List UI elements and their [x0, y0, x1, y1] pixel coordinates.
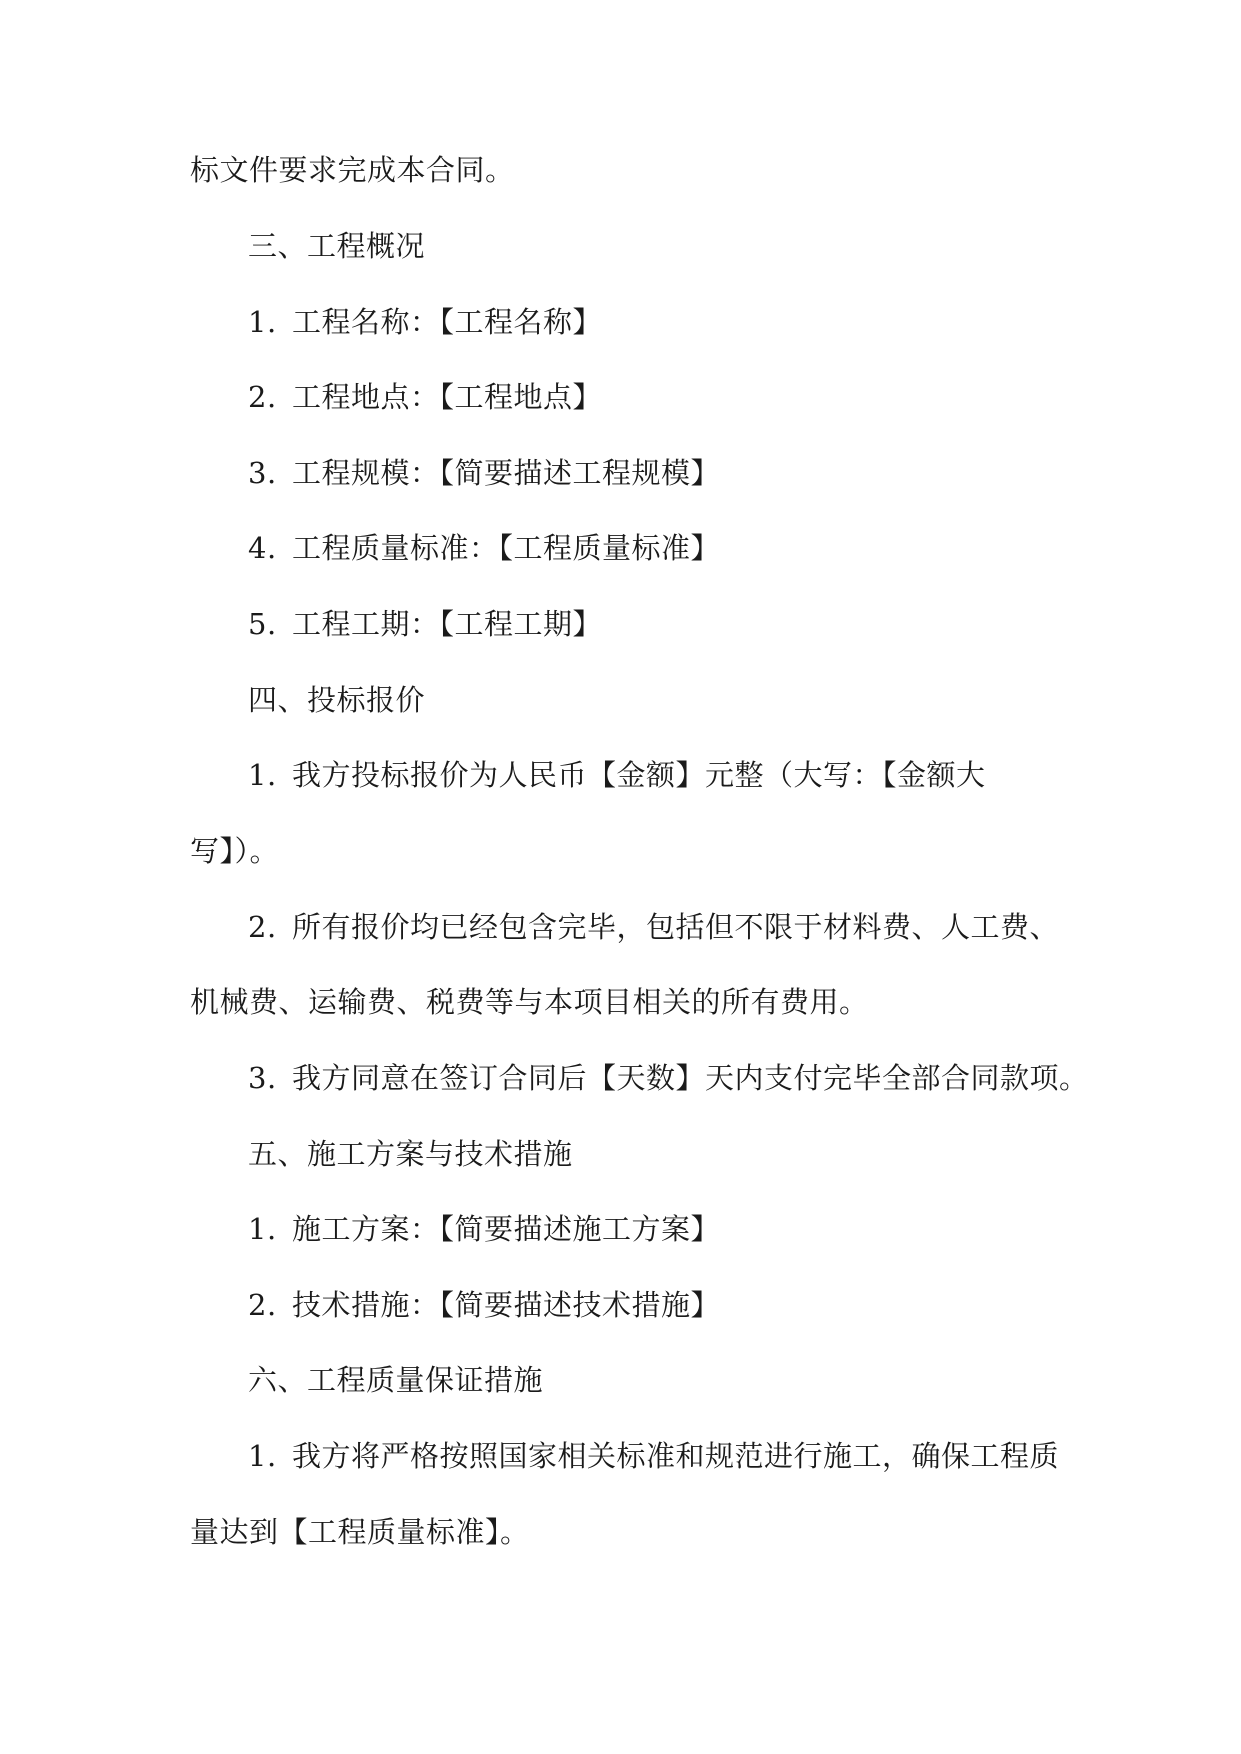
- list-item: 2. 工程地点：【工程地点】: [248, 380, 603, 414]
- list-number: 3.: [248, 1061, 277, 1095]
- paragraph-continuation: 标文件要求完成本合同。: [190, 153, 515, 187]
- list-item: 4. 工程质量标准：【工程质量标准】: [248, 531, 721, 565]
- paragraph-continuation: 机械费、运输费、税费等与本项目相关的所有费用。: [190, 985, 869, 1019]
- section-heading-3: 三、工程概况: [248, 229, 426, 263]
- list-item: 5. 工程工期：【工程工期】: [248, 607, 603, 641]
- list-number: 1.: [248, 1439, 277, 1473]
- section-heading-6: 六、工程质量保证措施: [248, 1363, 544, 1397]
- section-heading-4: 四、投标报价: [248, 683, 426, 717]
- list-item: 1. 工程名称：【工程名称】: [248, 305, 603, 339]
- list-number: 1.: [248, 758, 277, 792]
- list-item: 3. 工程规模：【简要描述工程规模】: [248, 456, 721, 490]
- list-number: 1.: [248, 1212, 277, 1246]
- list-number: 4.: [248, 531, 277, 565]
- list-item: 1. 施工方案：【简要描述施工方案】: [248, 1212, 721, 1246]
- list-number: 1.: [248, 305, 277, 339]
- list-item: 1. 我方投标报价为人民币【金额】元整（大写：【金额大: [248, 758, 986, 792]
- list-number: 2.: [248, 910, 277, 944]
- list-item: 2. 技术措施：【简要描述技术措施】: [248, 1288, 721, 1322]
- section-heading-5: 五、施工方案与技术措施: [248, 1137, 573, 1171]
- paragraph-continuation: 写】）。: [190, 834, 280, 868]
- list-item: 3. 我方同意在签订合同后【天数】天内支付完毕全部合同款项。: [248, 1061, 1089, 1095]
- list-item: 1. 我方将严格按照国家相关标准和规范进行施工，确保工程质: [248, 1439, 1060, 1473]
- list-number: 3.: [248, 456, 277, 490]
- paragraph-continuation: 量达到【工程质量标准】。: [190, 1515, 530, 1549]
- list-number: 2.: [248, 380, 277, 414]
- list-number: 2.: [248, 1288, 277, 1322]
- list-number: 5.: [248, 607, 277, 641]
- list-item: 2. 所有报价均已经包含完毕，包括但不限于材料费、人工费、: [248, 910, 1060, 944]
